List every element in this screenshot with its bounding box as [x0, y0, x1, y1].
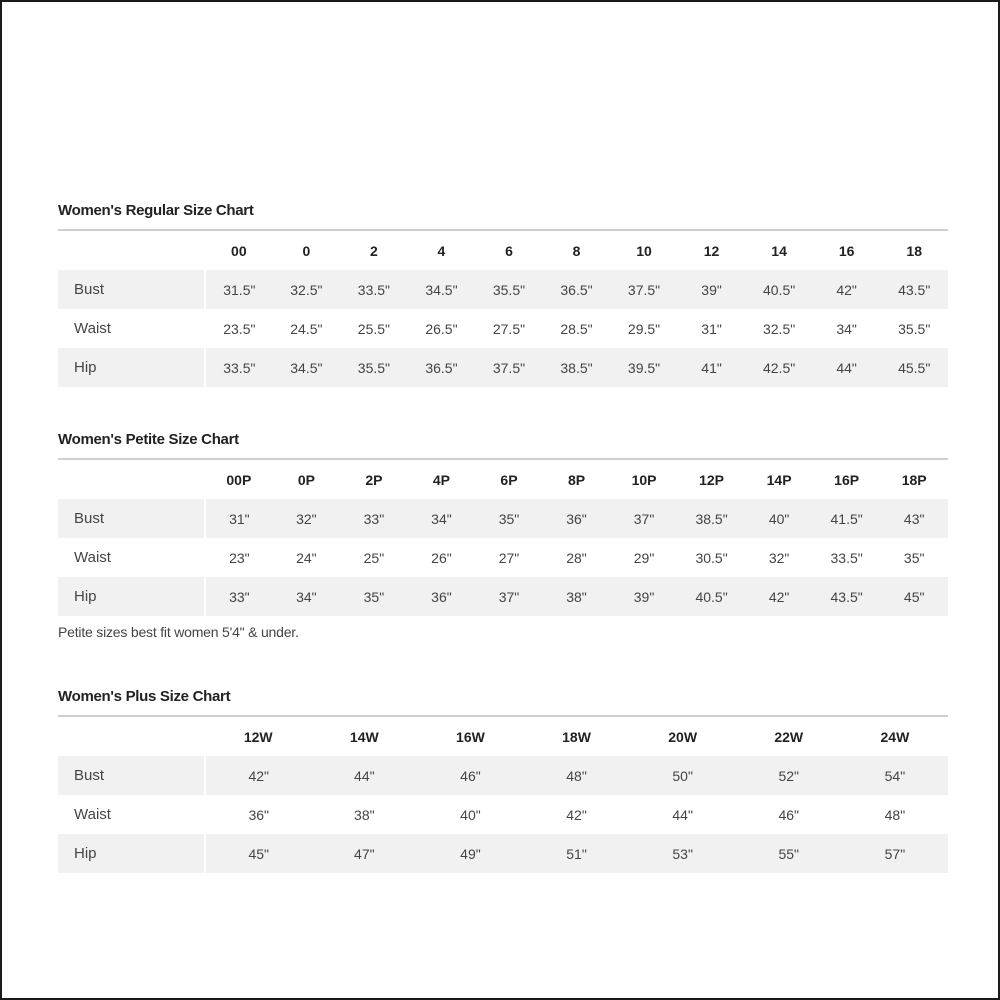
size-header: 0	[302, 242, 311, 259]
measurement-value: 43.5"	[880, 270, 948, 309]
measurement-label: Hip	[58, 834, 205, 873]
measurement-value: 39"	[610, 577, 678, 616]
measurement-value: 46"	[778, 806, 800, 823]
regular-size-table	[58, 229, 948, 387]
measurement-value: 31"	[701, 320, 722, 337]
measurement-value: 41.5"	[813, 499, 881, 538]
measurement-value: 38"	[354, 806, 375, 823]
measurement-value: 24.5"	[290, 320, 323, 337]
measurement-value: 48"	[523, 756, 629, 795]
measurement-value: 37"	[475, 577, 543, 616]
measurement-value: 35.5"	[340, 348, 408, 387]
size-header: 6	[505, 242, 513, 259]
measurement-value: 30.5"	[695, 549, 728, 566]
measurement-value: 28.5"	[560, 320, 593, 337]
measurement-label: Hip	[58, 577, 205, 616]
measurement-value: 40.5"	[745, 270, 813, 309]
measurement-value: 34"	[836, 320, 857, 337]
table-row	[58, 270, 948, 309]
measurement-value: 23"	[229, 549, 250, 566]
table-row	[58, 309, 948, 348]
petite-size-chart-title: Women's Petite Size Chart	[58, 431, 239, 448]
size-header: 16	[838, 242, 855, 259]
measurement-value: 33"	[340, 499, 408, 538]
table-row	[58, 795, 948, 834]
plus-size-chart-title: Women's Plus Size Chart	[58, 688, 231, 705]
measurement-value: 29"	[633, 549, 655, 566]
measurement-value: 31.5"	[205, 270, 273, 309]
size-header: 16P	[834, 471, 860, 488]
measurement-label: Hip	[58, 348, 205, 387]
size-header: 18	[906, 242, 922, 259]
measurement-value: 42.5"	[745, 348, 813, 387]
measurement-value: 55"	[736, 834, 842, 873]
measurement-value: 27"	[498, 549, 520, 566]
measurement-value: 34.5"	[273, 348, 341, 387]
size-header: 20W	[668, 728, 698, 745]
measurement-value: 35"	[475, 499, 543, 538]
size-header: 14W	[349, 728, 379, 745]
plus-size-table	[58, 715, 948, 873]
measurement-value: 50"	[630, 756, 736, 795]
header-corner-cell	[58, 459, 205, 499]
measurement-label: Waist	[58, 795, 205, 834]
measurement-value: 39"	[678, 270, 746, 309]
measurement-value: 26.5"	[425, 320, 458, 337]
header-corner-cell	[58, 230, 205, 270]
measurement-value: 40"	[745, 499, 813, 538]
measurement-value: 38"	[543, 577, 611, 616]
measurement-value: 35.5"	[475, 270, 543, 309]
size-header: 24W	[880, 728, 910, 745]
measurement-value: 33"	[205, 577, 273, 616]
measurement-value: 36"	[248, 806, 269, 823]
size-header: 2	[370, 242, 378, 259]
size-header: 16W	[456, 728, 485, 745]
table-row	[58, 538, 948, 577]
measurement-value: 36.5"	[543, 270, 611, 309]
measurement-value: 37"	[610, 499, 678, 538]
measurement-value: 45.5"	[880, 348, 948, 387]
measurement-value: 26"	[431, 549, 452, 566]
measurement-value: 42"	[566, 806, 587, 823]
table-row	[58, 499, 948, 538]
measurement-value: 32"	[273, 499, 341, 538]
measurement-value: 36.5"	[408, 348, 476, 387]
measurement-value: 53"	[630, 834, 736, 873]
table-row	[58, 577, 948, 616]
measurement-label: Waist	[58, 309, 205, 348]
measurement-value: 52"	[736, 756, 842, 795]
measurement-value: 32.5"	[762, 320, 796, 337]
petite-fit-note: Petite sizes best fit women 5'4" & under.	[58, 624, 299, 640]
measurement-value: 25.5"	[357, 320, 391, 337]
measurement-value: 33.5"	[205, 348, 273, 387]
size-header: 4	[437, 242, 446, 259]
measurement-value: 42"	[745, 577, 813, 616]
measurement-value: 24"	[296, 549, 317, 566]
size-header: 8	[572, 242, 581, 259]
measurement-value: 37.5"	[475, 348, 543, 387]
measurement-value: 44"	[672, 806, 693, 823]
size-header: 14P	[766, 471, 792, 488]
plus-size-section	[58, 687, 950, 873]
plus-header-row	[58, 716, 948, 756]
measurement-value: 35.5"	[898, 320, 931, 337]
measurement-label: Waist	[58, 538, 205, 577]
measurement-value: 45"	[205, 834, 311, 873]
measurement-value: 48"	[884, 806, 906, 823]
measurement-value: 44"	[813, 348, 881, 387]
size-header: 22W	[774, 728, 804, 745]
size-header: 2P	[365, 471, 383, 488]
measurement-value: 23.5"	[223, 320, 256, 337]
measurement-value: 49"	[417, 834, 523, 873]
size-header: 12W	[243, 728, 273, 745]
measurement-value: 42"	[205, 756, 311, 795]
measurement-value: 38.5"	[678, 499, 746, 538]
measurement-value: 38.5"	[543, 348, 611, 387]
measurement-label: Bust	[58, 756, 205, 795]
size-header: 10	[636, 242, 652, 259]
measurement-value: 37.5"	[610, 270, 678, 309]
measurement-label: Bust	[58, 499, 205, 538]
size-header: 12P	[699, 471, 725, 488]
measurement-value: 33.5"	[340, 270, 408, 309]
measurement-value: 45"	[880, 577, 948, 616]
table-row	[58, 834, 948, 873]
regular-size-section	[58, 201, 950, 387]
measurement-value: 51"	[523, 834, 629, 873]
measurement-value: 32"	[768, 549, 790, 566]
size-header: 0P	[297, 471, 315, 488]
size-header: 8P	[567, 471, 586, 488]
measurement-value: 28"	[566, 549, 587, 566]
measurement-label: Bust	[58, 270, 205, 309]
measurement-value: 34"	[408, 499, 476, 538]
measurement-value: 32.5"	[273, 270, 341, 309]
measurement-value: 34.5"	[408, 270, 476, 309]
measurement-value: 42"	[813, 270, 881, 309]
measurement-value: 36"	[408, 577, 476, 616]
measurement-value: 34"	[273, 577, 341, 616]
size-header: 4P	[432, 471, 450, 488]
size-header: 10P	[631, 471, 657, 488]
size-header: 00	[231, 242, 247, 259]
measurement-value: 39.5"	[610, 348, 678, 387]
measurement-value: 35"	[340, 577, 408, 616]
size-header: 12	[703, 242, 720, 259]
measurement-value: 46"	[417, 756, 523, 795]
size-header: 6P	[500, 471, 518, 488]
measurement-value: 33.5"	[830, 549, 863, 566]
measurement-value: 43"	[880, 499, 948, 538]
measurement-value: 44"	[311, 756, 417, 795]
table-row	[58, 348, 948, 387]
measurement-value: 29.5"	[627, 320, 661, 337]
petite-header-row	[58, 459, 948, 499]
size-header: 00P	[226, 471, 252, 488]
size-header: 18W	[562, 728, 591, 745]
measurement-value: 54"	[842, 756, 948, 795]
measurement-value: 31"	[205, 499, 273, 538]
measurement-value: 43.5"	[813, 577, 881, 616]
measurement-value: 40"	[460, 806, 481, 823]
measurement-value: 41"	[678, 348, 746, 387]
measurement-value: 36"	[543, 499, 611, 538]
measurement-value: 47"	[311, 834, 417, 873]
size-header: 18P	[901, 471, 927, 488]
measurement-value: 57"	[842, 834, 948, 873]
petite-size-table	[58, 458, 948, 616]
measurement-value: 40.5"	[678, 577, 746, 616]
measurement-value: 25"	[363, 549, 385, 566]
measurement-value: 27.5"	[492, 320, 526, 337]
petite-size-section	[58, 430, 950, 640]
size-header: 14	[771, 242, 787, 259]
measurement-value: 35"	[903, 549, 925, 566]
regular-size-chart-title: Women's Regular Size Chart	[58, 202, 254, 219]
regular-header-row	[58, 230, 948, 270]
table-row	[58, 756, 948, 795]
header-corner-cell	[58, 716, 205, 756]
